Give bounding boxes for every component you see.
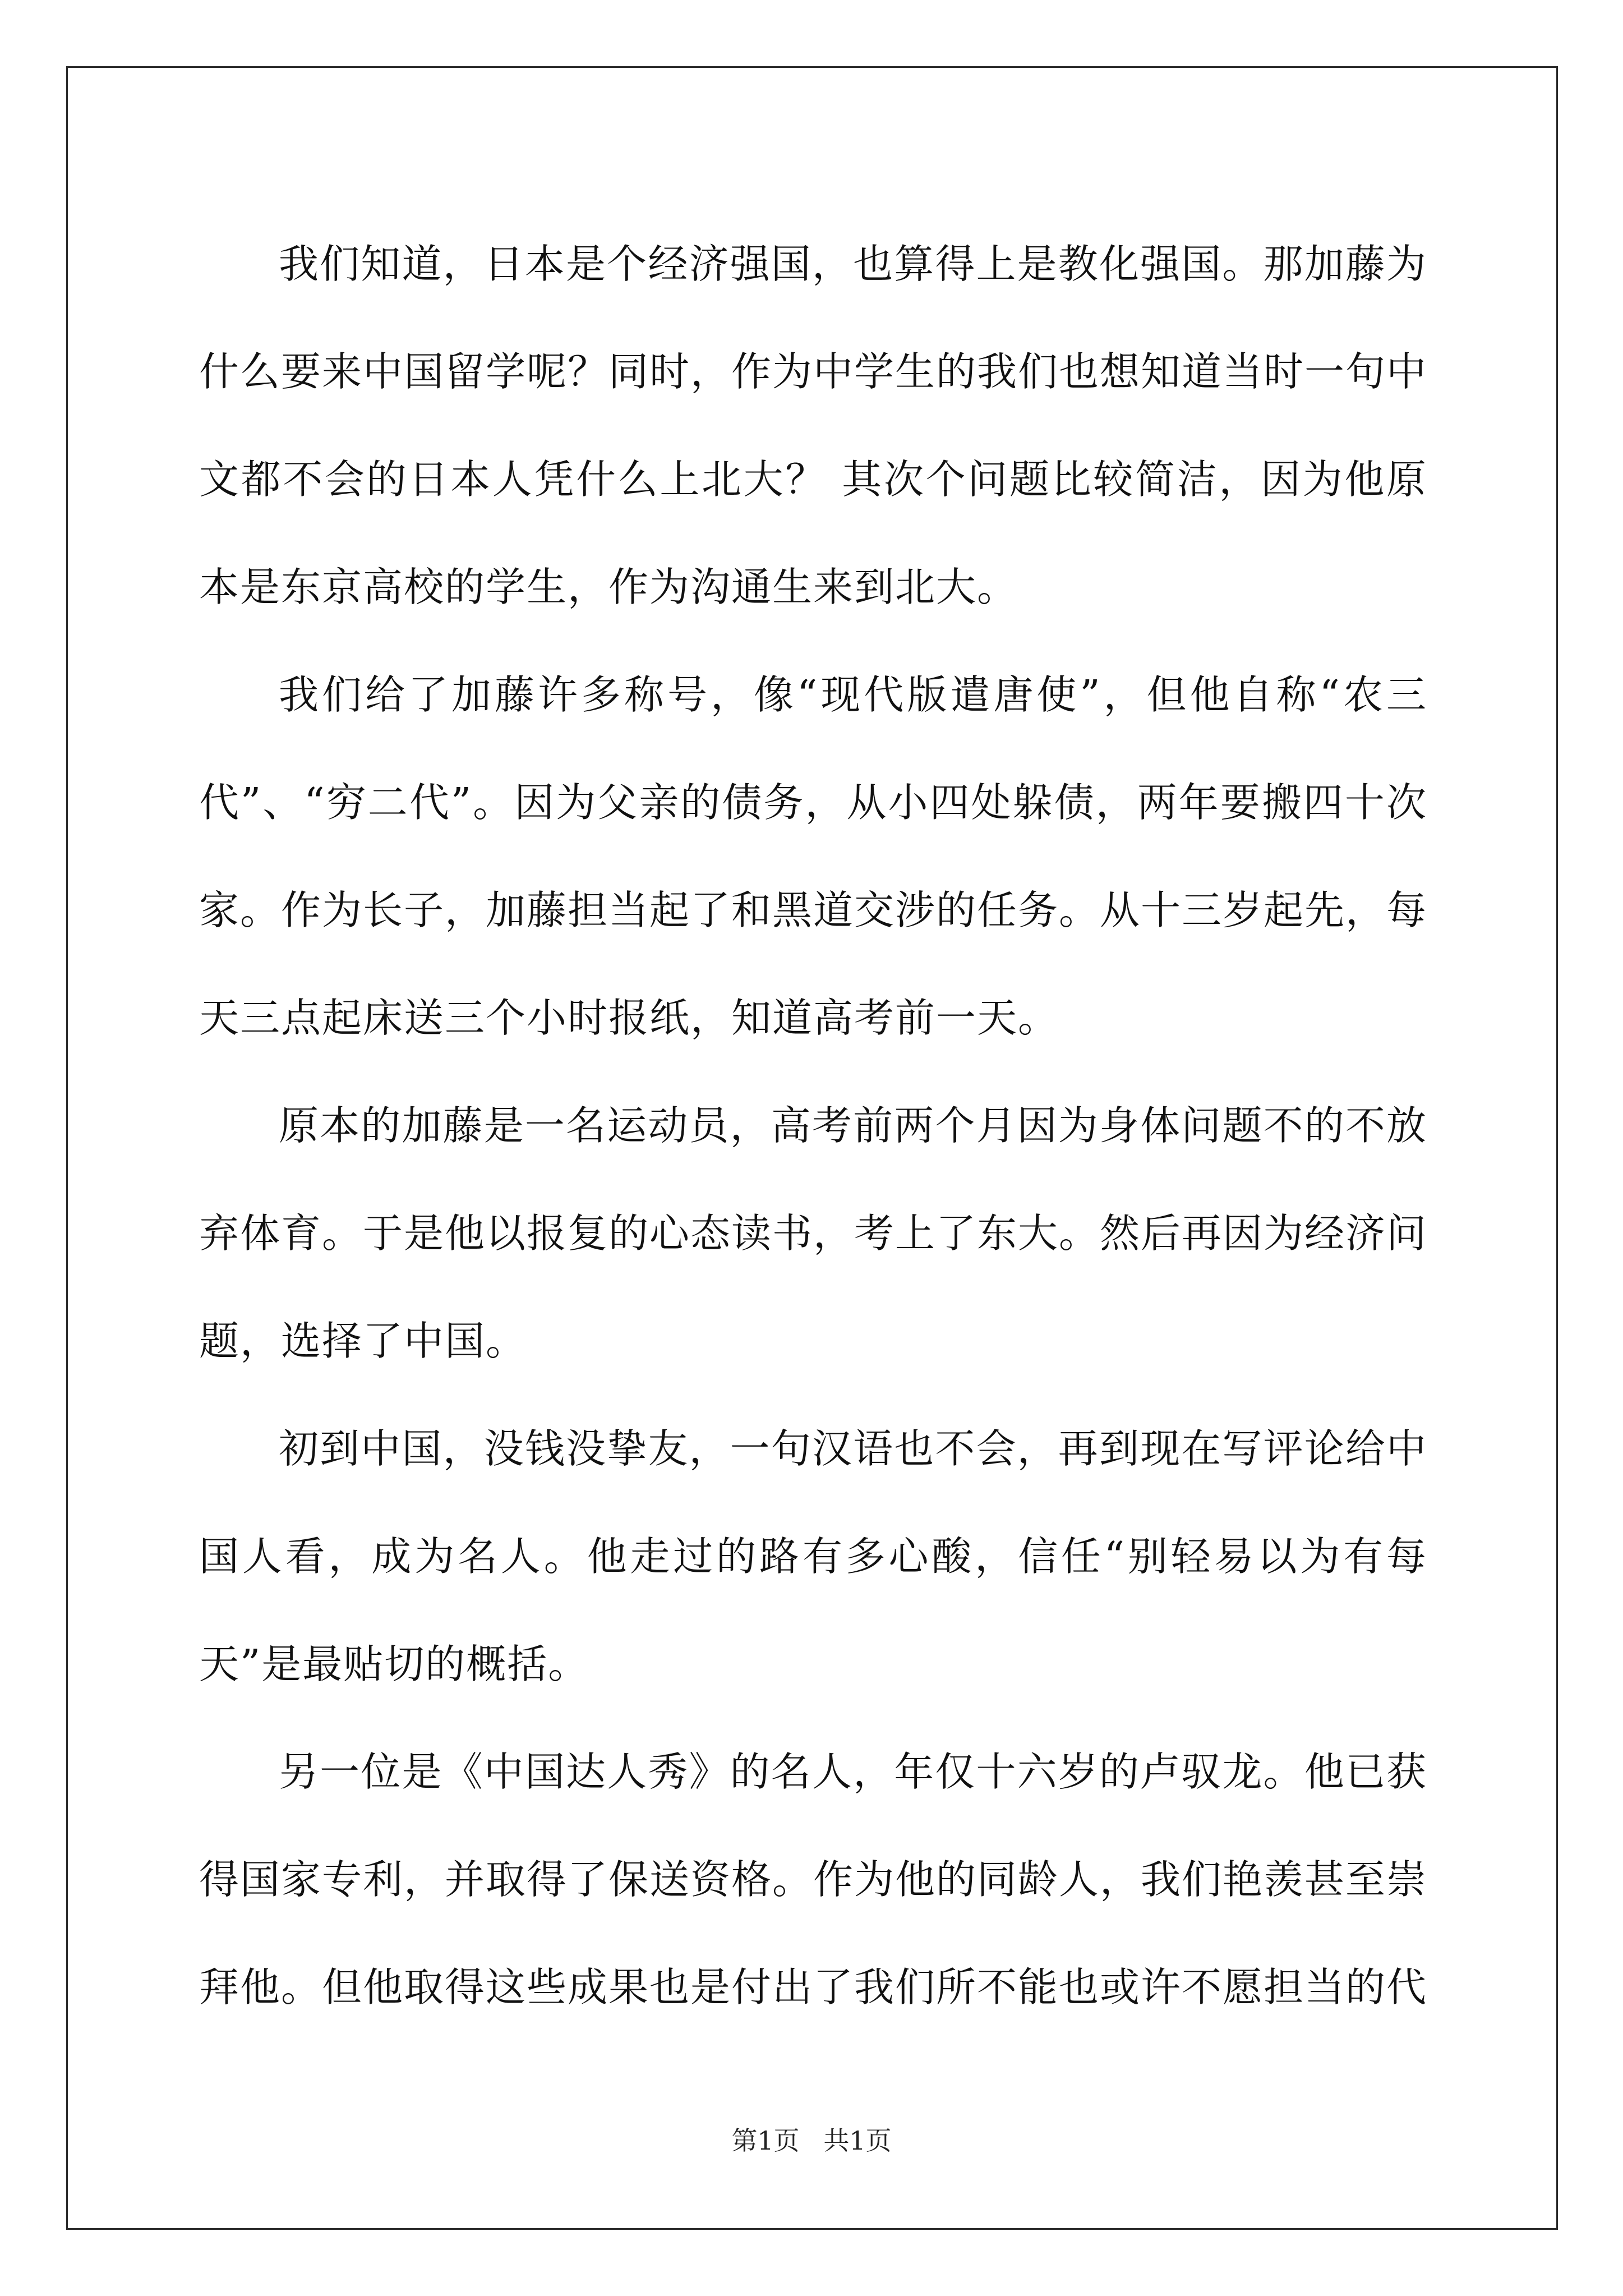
paragraph-1: 我们知道，日本是个经济强国，也算得上是教化强国。那加藤为什么要来中国留学呢？同时，作为中学生的我们也想知道当时一句中文都不会的日本人凭什么上北大？ 其次个问题比较简洁，因为他原本是东京高校的学生，作为沟通生来到北大。 bbox=[199, 241, 1428, 610]
paragraph-4: 初到中国，没钱没挚友，一句汉语也不会，再到现在写评论给中国人看，成为名人。他走过的路有多心酸，信任“别轻易以为有每天”是最贴切的概括。 bbox=[199, 1425, 1427, 1687]
document-body bbox=[199, 210, 1427, 2041]
page-total: 共1页 bbox=[823, 2125, 892, 2156]
paragraph-3: 原本的加藤是一名运动员，高考前两个月因为身体问题不的不放弃体育。于是他以报复的心态读书，考上了东大。然后再因为经济问题，选择了中国。 bbox=[199, 1102, 1428, 1364]
paragraph-5: 另一位是《中国达人秀》的名人，年仅十六岁的卢驭龙。他已获得国家专利，并取得了保送资格。作为他的同龄人，我们艳羡甚至崇拜他。但他取得这些成果也是付出了我们所不能也或许不愿担当的代 bbox=[199, 1749, 1428, 2010]
paragraph-2: 我们给了加藤许多称号，像“现代版遣唐使”，但他自称“农三代”、“穷二代”。因为父亲的债务，从小四处躲债，两年要搬四十次家。作为长子，加藤担当起了和黑道交涉的任务。从十三岁起先，每天三点起床送三个小时报纸，知道高考前一天。 bbox=[199, 671, 1428, 1041]
page-footer bbox=[0, 2120, 1623, 2157]
page-number: 第1页 bbox=[731, 2125, 800, 2156]
